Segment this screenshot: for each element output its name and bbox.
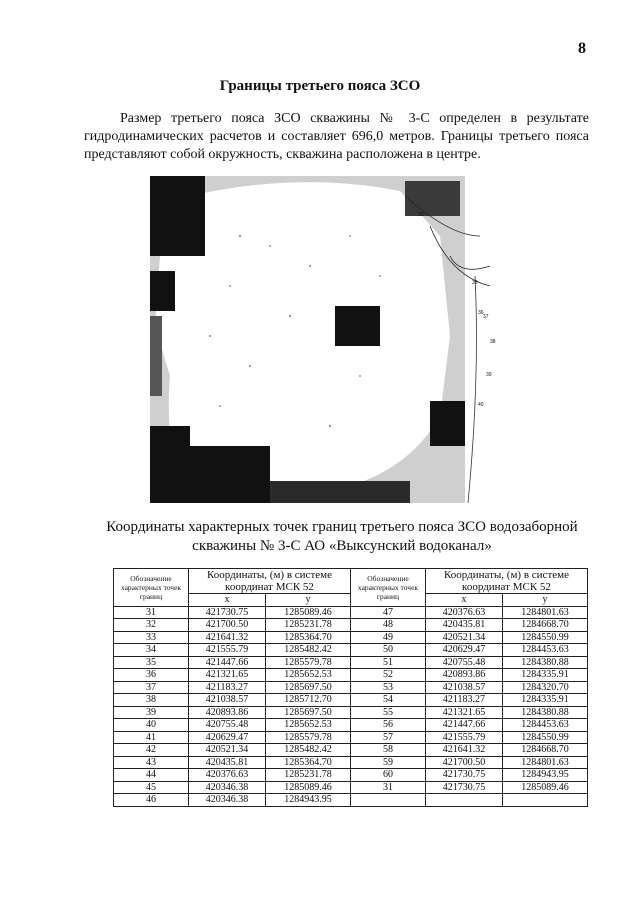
table-cell: 421641.32	[425, 744, 502, 757]
table-cell: 420346.38	[189, 794, 266, 807]
table-cell: 421447.66	[189, 656, 266, 669]
table-cell: 43	[114, 756, 189, 769]
table-cell: 31	[114, 606, 189, 619]
table-cell: 41	[114, 731, 189, 744]
table-cell: 420376.63	[189, 769, 266, 782]
table-row	[114, 656, 588, 669]
table-cell: 420435.81	[425, 619, 502, 632]
map-label: 36	[478, 310, 484, 316]
table-cell: 420893.86	[425, 669, 502, 682]
table-cell: 1284335.91	[502, 669, 587, 682]
table-cell: 42	[114, 744, 189, 757]
table-cell: 47	[350, 606, 425, 619]
table-cell: 55	[350, 706, 425, 719]
table-cell: 1284550.99	[502, 631, 587, 644]
table-cell: 421700.50	[189, 619, 266, 632]
table-cell: 420435.81	[189, 756, 266, 769]
header-x: x	[189, 594, 266, 607]
table-cell: 1284335.91	[502, 694, 587, 707]
table-cell: 54	[350, 694, 425, 707]
table-row	[114, 781, 588, 794]
table-row	[114, 794, 588, 807]
table-cell: 35	[114, 656, 189, 669]
table-cell: 1285364.70	[265, 631, 350, 644]
table-cell: 1284801.63	[502, 756, 587, 769]
paragraph-text: Размер третьего пояса ЗСО скважины № 3-С определен в результате гидродинамических расчетов и составляет 696,0 метров. Границы третьего пояса представляют собой окружность, скважина расположена в центре.	[84, 111, 589, 162]
table-cell: 420629.47	[189, 731, 266, 744]
table-cell: 37	[114, 681, 189, 694]
page-number: 8	[578, 40, 586, 57]
table-row	[114, 669, 588, 682]
header-coords: Координаты, (м) в системе координат МСК 52	[425, 569, 587, 594]
map-label: 35	[472, 280, 478, 286]
map-label: 33	[418, 212, 424, 218]
table-row	[114, 619, 588, 632]
table-cell: 33	[114, 631, 189, 644]
table-cell: 1285579.78	[265, 656, 350, 669]
caption-line-2: скважины № 3-С АО «Выксунский водоканал»	[192, 538, 492, 554]
table-row	[114, 756, 588, 769]
table-row	[114, 644, 588, 657]
table-cell: 421183.27	[189, 681, 266, 694]
table-cell: 1285364.70	[265, 756, 350, 769]
table-row	[114, 694, 588, 707]
coordinates-table-body	[114, 606, 588, 806]
table-cell: 1284668.70	[502, 619, 587, 632]
table-cell: 421447.66	[425, 719, 502, 732]
table-cell: 421700.50	[425, 756, 502, 769]
map-label: 40	[478, 402, 484, 408]
table-cell: 46	[114, 794, 189, 807]
table-row	[114, 631, 588, 644]
table-cell: 1285697.50	[265, 681, 350, 694]
table-cell: 420521.34	[189, 744, 266, 757]
table-cell: 52	[350, 669, 425, 682]
table-row	[114, 719, 588, 732]
table-cell: 1285089.46	[502, 781, 587, 794]
map-label: 37	[483, 314, 489, 320]
table-cell: 1285652.53	[265, 719, 350, 732]
section-heading: Границы третьего пояса ЗСО	[219, 78, 421, 94]
table-cell: 1284668.70	[502, 744, 587, 757]
table-cell: 1285231.78	[265, 619, 350, 632]
table-cell: 420755.48	[425, 656, 502, 669]
table-cell: 50	[350, 644, 425, 657]
header-y: y	[502, 594, 587, 607]
description-paragraph	[84, 110, 589, 164]
table-cell: 1284801.63	[502, 606, 587, 619]
table-row	[114, 681, 588, 694]
table-cell: 1285089.46	[265, 606, 350, 619]
table-cell	[502, 794, 587, 807]
table-row	[114, 769, 588, 782]
table-cell: 420893.86	[189, 706, 266, 719]
table-cell: 49	[350, 631, 425, 644]
table-cell: 44	[114, 769, 189, 782]
map-label: 39	[486, 372, 492, 378]
table-cell: 1284453.63	[502, 719, 587, 732]
table-cell: 1284943.95	[502, 769, 587, 782]
table-cell: 1284453.63	[502, 644, 587, 657]
table-cell: 38	[114, 694, 189, 707]
table-cell: 420755.48	[189, 719, 266, 732]
table-cell: 421321.65	[425, 706, 502, 719]
table-cell: 421730.75	[189, 606, 266, 619]
table-cell: 1284320.70	[502, 681, 587, 694]
header-point: Обозначение характерных точек границ	[350, 569, 425, 607]
map-label: 38	[490, 339, 496, 345]
table-cell: 1285712.70	[265, 694, 350, 707]
table-caption	[96, 518, 588, 556]
caption-line-1: Координаты характерных точек границ третьего пояса ЗСО водозаборной	[106, 519, 578, 535]
table-cell: 57	[350, 731, 425, 744]
table-cell: 421555.79	[425, 731, 502, 744]
table-cell: 1285579.78	[265, 731, 350, 744]
header-y: y	[265, 594, 350, 607]
table-cell: 420521.34	[425, 631, 502, 644]
table-row	[114, 744, 588, 757]
table-cell: 36	[114, 669, 189, 682]
table-cell: 1285482.42	[265, 644, 350, 657]
table-cell: 32	[114, 619, 189, 632]
table-cell: 40	[114, 719, 189, 732]
zone-map-drawing	[150, 176, 496, 503]
table-cell: 60	[350, 769, 425, 782]
table-cell: 45	[114, 781, 189, 794]
table-cell: 420629.47	[425, 644, 502, 657]
table-cell	[350, 794, 425, 807]
table-cell: 51	[350, 656, 425, 669]
table-row	[114, 731, 588, 744]
table-cell: 58	[350, 744, 425, 757]
table-cell: 1284943.95	[265, 794, 350, 807]
table-cell: 420376.63	[425, 606, 502, 619]
table-cell: 1285089.46	[265, 781, 350, 794]
header-point: Обозначение характерных точек границ	[114, 569, 189, 607]
table-cell: 39	[114, 706, 189, 719]
table-cell: 53	[350, 681, 425, 694]
table-cell: 421038.57	[425, 681, 502, 694]
table-cell: 1284550.99	[502, 731, 587, 744]
table-cell: 34	[114, 644, 189, 657]
table-cell: 48	[350, 619, 425, 632]
table-cell: 1285697.50	[265, 706, 350, 719]
table-cell: 1285482.42	[265, 744, 350, 757]
table-cell: 1285652.53	[265, 669, 350, 682]
table-row	[114, 606, 588, 619]
table-cell: 421038.57	[189, 694, 266, 707]
table-cell: 421321.65	[189, 669, 266, 682]
table-row	[114, 706, 588, 719]
table-cell: 421555.79	[189, 644, 266, 657]
table-cell: 1285231.78	[265, 769, 350, 782]
table-cell: 421183.27	[425, 694, 502, 707]
table-cell: 1284380.88	[502, 706, 587, 719]
table-cell: 56	[350, 719, 425, 732]
table-cell: 31	[350, 781, 425, 794]
table-cell: 421730.75	[425, 781, 502, 794]
zone-map-image	[150, 176, 496, 503]
table-cell: 59	[350, 756, 425, 769]
table-cell: 421641.32	[189, 631, 266, 644]
coordinates-table	[113, 568, 588, 807]
header-x: x	[425, 594, 502, 607]
table-cell: 1284380.88	[502, 656, 587, 669]
table-cell: 421730.75	[425, 769, 502, 782]
table-cell	[425, 794, 502, 807]
header-coords: Координаты, (м) в системе координат МСК 52	[189, 569, 351, 594]
table-cell: 420346.38	[189, 781, 266, 794]
